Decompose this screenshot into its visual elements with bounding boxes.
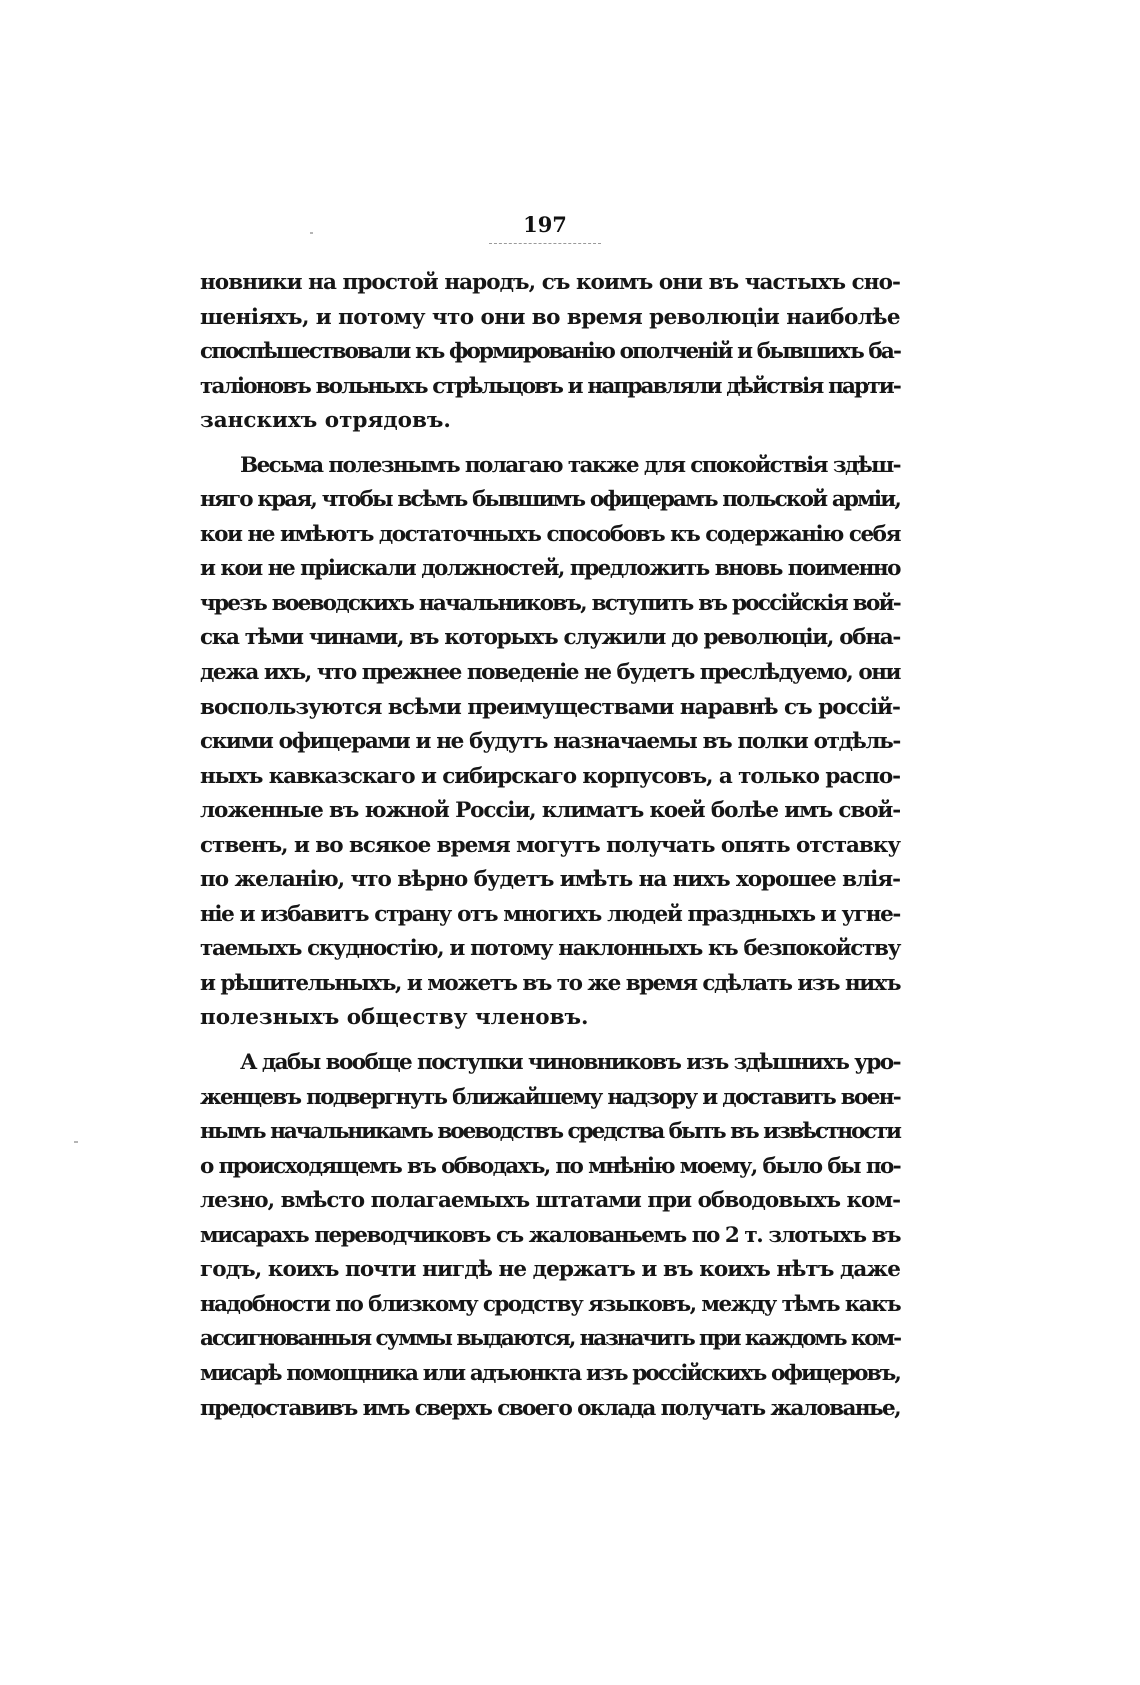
text-line: шеніяхъ, и потому что они во время революціи наиболѣе bbox=[200, 304, 900, 330]
text-line: скими офицерами и не будутъ назначаемы въ полки отдѣль- bbox=[200, 729, 900, 755]
text-line: нымъ начальникамъ воеводствъ средства быть въ извѣстности bbox=[200, 1119, 900, 1145]
text-line: ственъ, и во всякое время могутъ получать опять отставку bbox=[200, 832, 900, 858]
text-line: Весьма полезнымъ полагаю также для спокойствія здѣш- bbox=[240, 452, 900, 478]
text-line: и кои не пріискали должностей, предложить вновь поименно bbox=[200, 556, 900, 582]
text-line: и рѣшительныхъ, и можетъ въ то же время сдѣлать изъ нихъ bbox=[200, 970, 900, 996]
paragraph-gap bbox=[200, 1036, 900, 1046]
text-line: занскихъ отрядовъ. bbox=[200, 408, 451, 434]
page-number-rule bbox=[489, 243, 601, 244]
text-line: годъ, коихъ почти нигдѣ не держатъ и въ коихъ нѣтъ даже bbox=[200, 1257, 900, 1283]
text-line: таліоновъ вольныхъ стрѣльцовъ и направляли дѣйствія парти- bbox=[200, 373, 900, 399]
text-line: ніе и избавитъ страну отъ многихъ людей праздныхъ и угне- bbox=[200, 901, 900, 927]
print-speck bbox=[74, 1141, 78, 1143]
text-line: женцевъ подвергнуть ближайшему надзору и доставить воен- bbox=[200, 1084, 900, 1110]
text-line: ассигнованныя суммы выдаются, назначить при каждомъ ком- bbox=[200, 1326, 900, 1352]
text-line: ложенные въ южной Россіи, климатъ коей болѣе имъ свой- bbox=[200, 798, 900, 824]
text-line: воспользуются всѣми преимуществами наравнѣ съ россій- bbox=[200, 694, 900, 720]
text-line: мисарѣ помощника или адъюнкта изъ россійскихъ офицеровъ, bbox=[200, 1360, 900, 1386]
text-line: няго края, чтобы всѣмъ бывшимъ офицерамъ польской арміи, bbox=[200, 487, 900, 513]
text-line: по желанію, что вѣрно будетъ имѣть на нихъ хорошее влія- bbox=[200, 867, 900, 893]
text-line: новники на простой народъ, съ коимъ они въ частыхъ сно- bbox=[200, 270, 900, 295]
text-line: дежа ихъ, что прежнее поведеніе не будетъ преслѣдуемо, они bbox=[200, 660, 900, 686]
text-line: таемыхъ скудностію, и потому наклонныхъ къ безпокойству bbox=[200, 936, 900, 962]
text-line: лезно, вмѣсто полагаемыхъ штатами при обводовыхъ ком- bbox=[200, 1188, 900, 1214]
paragraph bbox=[200, 266, 900, 439]
paragraph bbox=[200, 449, 900, 1036]
text-line: чрезъ воеводскихъ начальниковъ, вступить въ россійскія вой- bbox=[200, 590, 900, 616]
text-line: полезныхъ обществу членовъ. bbox=[200, 1005, 589, 1031]
text-line: о происходящемъ въ обводахъ, по мнѣнію моему, было бы по- bbox=[200, 1153, 900, 1179]
text-line: мисарахъ переводчиковъ съ жалованьемъ по 2 т. злотыхъ въ bbox=[200, 1222, 900, 1248]
text-line: предоставивъ имъ сверхъ своего оклада получать жалованье, bbox=[200, 1395, 900, 1421]
text-line: надобности по близкому сродству языковъ, между тѣмъ какъ bbox=[200, 1291, 900, 1317]
body-text bbox=[200, 266, 900, 1426]
text-line: кои не имѣютъ достаточныхъ способовъ къ содержанію себя bbox=[200, 521, 900, 547]
text-line: ныхъ кавказскаго и сибирскаго корпусовъ, а только распо- bbox=[200, 763, 900, 789]
text-line: ска тѣми чинами, въ которыхъ служили до революціи, обна- bbox=[200, 625, 900, 651]
text-line: А дабы вообще поступки чиновниковъ изъ здѣшнихъ уро- bbox=[240, 1050, 900, 1076]
page-number: 197 bbox=[523, 212, 567, 237]
paragraph bbox=[200, 1046, 900, 1426]
paragraph-gap bbox=[200, 439, 900, 449]
text-line: споспѣшествовали къ формированію ополченій и бывшихъ ба- bbox=[200, 339, 900, 365]
print-speck bbox=[310, 232, 313, 234]
